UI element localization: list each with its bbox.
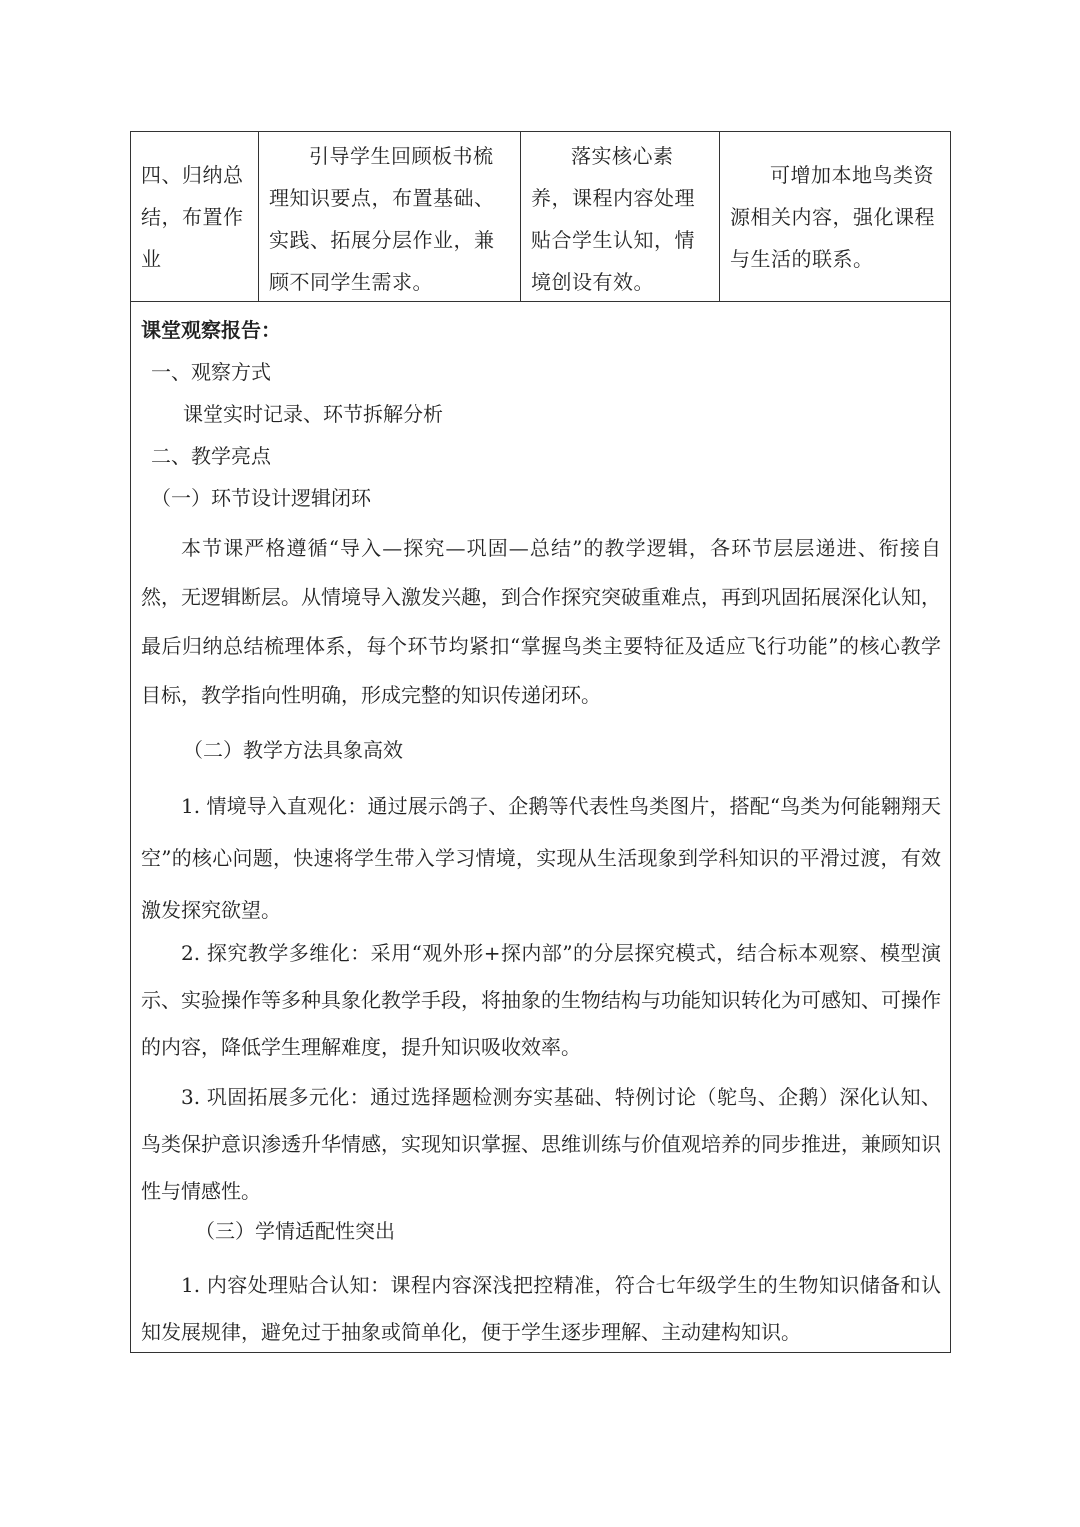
sub2-item3: 3. 巩固拓展多元化：通过选择题检测夯实基础、特例讨论（鸵鸟、企鹅）深化认知、鸟类保护意识渗透升华情感，实现知识掌握、思维训练与价值观培养的同步推进，兼顾知识性与情感性。 [141,1085,941,1203]
sub3-heading: （三）学情适配性突出 [195,1219,395,1243]
suggestion-cell [720,132,950,301]
sub3-item1: 1. 内容处理贴合认知：课程内容深浅把控精准，符合七年级学生的生物知识储备和认知发展规律，避免过于抽象或简单化，便于学生逐步理解、主动建构知识。 [141,1273,941,1344]
activity-text: 引导学生回顾板书梳理知识要点，布置基础、实践、拓展分层作业，兼顾不同学生需求。 [269,144,495,294]
suggestion-text: 可增加本地鸟类资源相关内容，强化课程与生活的联系。 [730,163,935,271]
sub1-heading: （一）环节设计逻辑闭环 [151,486,371,510]
table-row [131,132,950,302]
sub2-item2: 2. 探究教学多维化：采用“观外形+探内部”的分层探究模式，结合标本观察、模型演示、实验操作等多种具象化教学手段，将抽象的生物结构与功能知识转化为可感知、可操作的内容，降低学生理解难度，提升知识吸收效率。 [141,941,941,1059]
evaluation-cell [521,132,720,301]
section1-text: 课堂实时记录、环节拆解分析 [183,402,443,426]
sub2-heading: （二）教学方法具象高效 [183,738,403,762]
document-table [130,131,951,1353]
activity-cell [259,132,521,301]
stage-text: 四、归纳总结，布置作业 [141,163,244,271]
evaluation-text: 落实核心素养，课程内容处理贴合学生认知，情境创设有效。 [531,144,695,294]
stage-cell [131,132,259,301]
sub2-item1: 1. 情境导入直观化：通过展示鸽子、企鹅等代表性鸟类图片，搭配“鸟类为何能翱翔天空”的核心问题，快速将学生带入学习情境，实现从生活现象到学科知识的平滑过渡，有效激发探究欲望。 [141,794,941,922]
section1-heading: 一、观察方式 [151,360,271,384]
sub1-paragraph: 本节课严格遵循“导入—探究—巩固—总结”的教学逻辑，各环节层层递进、衔接自然，无逻辑断层。从情境导入激发兴趣，到合作探究突破重难点，再到巩固拓展深化认知，最后归纳总结梳理体系，每个环节均紧扣“掌握鸟类主要特征及适应飞行功能”的核心教学目标，教学指向性明确，形成完整的知识传递闭环。 [141,536,941,707]
report-title: 课堂观察报告： [141,318,281,342]
section2-heading: 二、教学亮点 [151,444,271,468]
